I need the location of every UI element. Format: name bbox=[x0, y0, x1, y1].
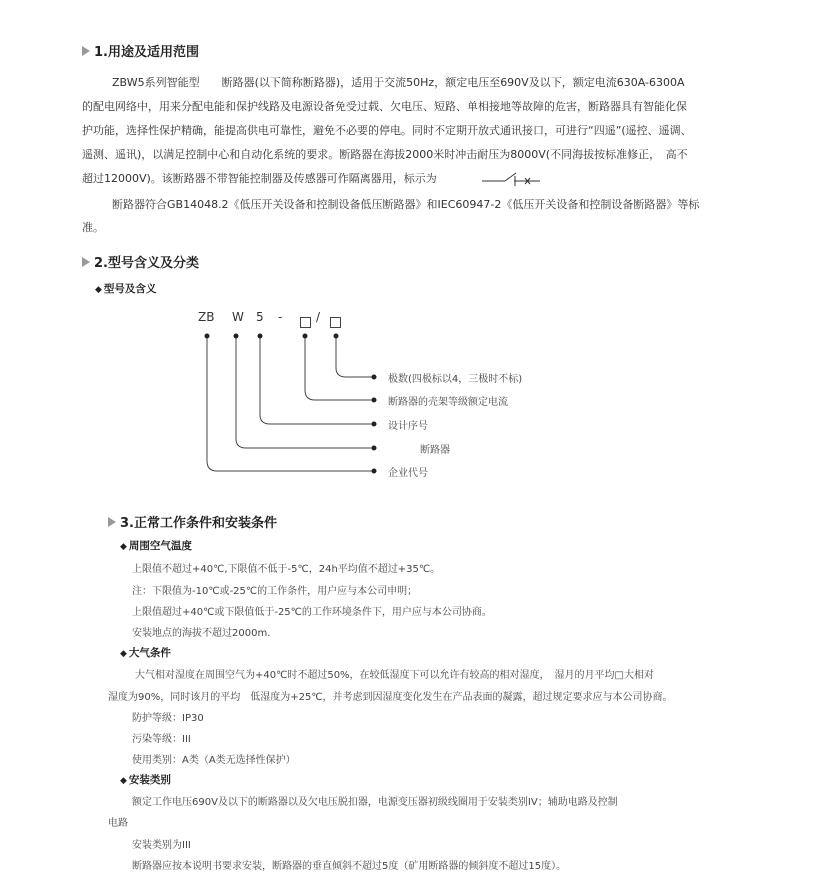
section1-para-line: 遥测、遥讯)，以满足控制中心和自动化系统的要求。断路器在海拔2000米时冲击耐压为8000V(不同海拔按标准修正， 高不 bbox=[82, 148, 688, 161]
diamond-bullet-icon: ◆ bbox=[120, 542, 127, 552]
install-line: 安装类别为III bbox=[132, 840, 191, 851]
section1-heading: 1.用途及适用范围 bbox=[82, 41, 199, 60]
section1-para-line: ZBW5系列智能型 断路器(以下简称断路器)，适用于交流50Hz，额定电压至690V及以下，额定电流630A-6300A bbox=[112, 76, 685, 89]
diamond-bullet-icon: ◆ bbox=[120, 776, 127, 786]
temp-line: 安装地点的海拔不超过2000m. bbox=[132, 628, 271, 639]
temp-line: 上限值不超过+40℃,下限值不低于-5℃，24h平均值不超过+35℃。 bbox=[132, 564, 441, 575]
atmos-line: 防护等级：IP30 bbox=[132, 713, 204, 724]
temp-line: 上限值超过+40℃或下限值低于-25℃的工作环境条件下，用户应与本公司协商。 bbox=[132, 607, 492, 618]
atmos-line: 使用类别：A类（A类无选择性保护） bbox=[132, 755, 296, 766]
atmos-subheading: ◆ 大气条件 bbox=[120, 647, 171, 659]
section1-para-line: 护功能，选择性保护精确，能提高供电可靠性，避免不必要的停电。同时不定期开放式通讯接口，可进行“四遥”(遥控、遥调、 bbox=[82, 124, 692, 137]
diamond-bullet-icon: ◆ bbox=[95, 285, 102, 295]
triangle-bullet-icon bbox=[82, 257, 90, 267]
model-part-w: W bbox=[232, 310, 244, 324]
section2-heading: 2.型号含义及分类 bbox=[82, 252, 199, 271]
triangle-bullet-icon bbox=[108, 517, 116, 527]
temp-line: 注：下限值为-10℃或-25℃的工作条件，用户应与本公司申明； bbox=[132, 586, 418, 597]
section1-para-line: 超过12000V)。该断路器不带智能控制器及传感器可作隔离器用，标示为 bbox=[82, 172, 437, 185]
atmos-line: 湿度为90%，同时该月的平均 低湿度为+25℃，并考虑到因湿度变化发生在产品表面的凝露，超过规定要求应与本公司协商。 bbox=[108, 692, 673, 703]
model-dash: - bbox=[278, 310, 283, 324]
section1-para2-line: 准。 bbox=[82, 221, 104, 234]
legend-company-code: 企业代号 bbox=[388, 468, 428, 479]
legend-breaker: 断路器 bbox=[420, 445, 450, 456]
model-box-poles bbox=[330, 312, 341, 331]
model-part-5: 5 bbox=[256, 310, 264, 324]
model-slash: / bbox=[316, 310, 321, 324]
section1-para2-line: 断路器符合GB14048.2《低压开关设备和控制设备低压断路器》和IEC60947-2《低压开关设备和控制设备断路器》等标 bbox=[112, 198, 700, 211]
model-subheading: ◆ 型号及含义 bbox=[95, 283, 157, 295]
section1-para-line: 的配电网络中，用来分配电能和保护线路及电源设备免受过载、欠电压、短路、单相接地等故障的危害，断路器具有智能化保 bbox=[82, 100, 687, 113]
temp-subheading: ◆ 周围空气温度 bbox=[120, 540, 192, 552]
model-part-zb: ZB bbox=[198, 310, 215, 324]
atmos-line: 污染等级：III bbox=[132, 734, 191, 745]
legend-design-serial: 设计序号 bbox=[388, 421, 428, 432]
triangle-bullet-icon bbox=[82, 46, 90, 56]
legend-poles: 极数(四极标以4，三极时不标) bbox=[388, 374, 523, 385]
legend-frame-current: 断路器的壳架等级额定电流 bbox=[388, 397, 508, 408]
atmos-line: 大气相对湿度在周围空气为+40℃时不超过50%，在较低湿度下可以允许有较高的相对湿度， 湿月的月平均□大相对 bbox=[135, 670, 655, 681]
diamond-bullet-icon: ◆ bbox=[120, 649, 127, 659]
install-line: 电路 bbox=[108, 818, 128, 829]
install-subheading: ◆ 安装类别 bbox=[120, 774, 171, 786]
section3-heading: 3.正常工作条件和安装条件 bbox=[108, 512, 277, 531]
install-line: 断路器应按本说明书要求安装，断路器的垂直倾斜不超过5度（矿用断路器的倾斜度不超过15度）。 bbox=[132, 861, 567, 872]
model-box-current bbox=[300, 312, 311, 331]
install-line: 额定工作电压690V及以下的断路器以及欠电压脱扣器，电源变压器初级线圈用于安装类别IV；辅助电路及控制 bbox=[132, 797, 618, 808]
